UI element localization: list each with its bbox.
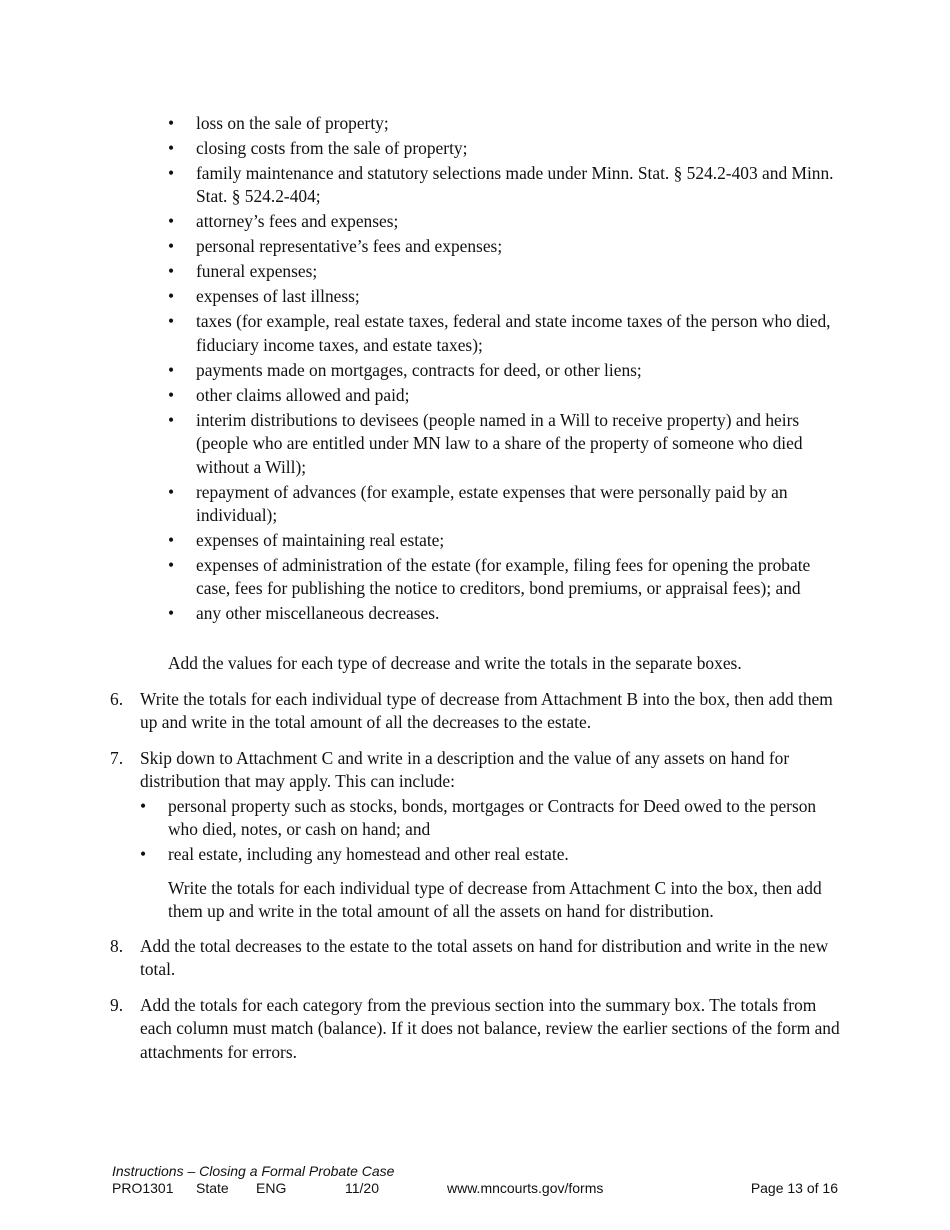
list-item: • taxes (for example, real estate taxes, federal and state income taxes of the person who died, fiduciary income taxes, and estate taxes); <box>168 311 831 355</box>
step-6 <box>110 688 840 735</box>
step-followup: Write the totals for each individual type of decrease from Attachment C into the box, then add them up and write in the total amount of all the assets on hand for distribution. <box>168 877 822 922</box>
bullet-icon: • <box>168 261 175 282</box>
bullet-icon: • <box>168 384 175 405</box>
list-item: • funeral expenses; <box>168 260 848 283</box>
bullet-icon: • <box>168 481 175 502</box>
bullet-icon: • <box>168 555 175 576</box>
list-item: • personal property such as stocks, bonds, mortgages or Contracts for Deed owed to the person who died, notes, or cash on hand; and <box>140 795 817 840</box>
bullet-icon: • <box>168 603 175 624</box>
list-item: • other claims allowed and paid; <box>168 384 848 407</box>
step-number: 8. <box>110 936 124 956</box>
bullet-icon: • <box>168 311 175 332</box>
step-8 <box>110 935 840 982</box>
step-9 <box>110 994 840 1064</box>
step-number: 7. <box>110 748 124 768</box>
language: ENG <box>256 1180 287 1196</box>
list-item: • expenses of administration of the estate (for example, filing fees for opening the probate case, fees for publishing the notice to creditors, bond premiums, or appraisal fees); and <box>168 555 811 599</box>
bullet-icon: • <box>168 211 175 232</box>
list-item: • repayment of advances (for example, estate expenses that were personally paid by an individual); <box>168 481 788 526</box>
asset-bullet-list <box>140 795 840 867</box>
add-values-paragraph: Add the values for each type of decrease and write the totals in the separate boxes. <box>168 653 742 673</box>
footer-title: Instructions – Closing a Formal Probate Case <box>112 1163 395 1179</box>
step-text: Skip down to Attachment C and write in a description and the value of any assets on hand for distribution that may apply. This can include: <box>140 748 790 792</box>
bullet-icon: • <box>168 409 175 430</box>
bullet-icon: • <box>168 530 175 551</box>
list-item: • interim distributions to devisees (people named in a Will to receive property) and heirs (people who are entitled under MN law to a share of the property of someone who died without a Will); <box>168 409 803 477</box>
list-item: • any other miscellaneous decreases. <box>168 602 848 625</box>
forms-url[interactable]: www.mncourts.gov/forms <box>447 1180 604 1196</box>
step-text: Add the total decreases to the estate to the total assets on hand for distribution and write in the new total. <box>140 936 829 980</box>
form-code: PRO1301 <box>112 1180 174 1196</box>
step-text: Write the totals for each individual type of decrease from Attachment B into the box, then add them up and write in the total amount of all the decreases to the estate. <box>140 689 833 733</box>
bullet-icon: • <box>168 113 175 133</box>
revision-date: 11/20 <box>345 1180 379 1196</box>
jurisdiction: State <box>196 1180 229 1196</box>
list-item: • payments made on mortgages, contracts for deed, or other liens; <box>168 359 848 382</box>
list-item: • expenses of last illness; <box>168 285 848 308</box>
bullet-icon: • <box>168 359 175 380</box>
page-footer <box>112 1163 842 1198</box>
page-number: Page 13 of 16 <box>750 1180 838 1196</box>
list-item: • attorney’s fees and expenses; <box>168 210 848 233</box>
step-number: 6. <box>110 689 124 709</box>
step-text: Add the totals for each category from the previous section into the summary box. The totals from each column must match (balance). If it does not balance, review the earlier sections of the form and attachments for errors. <box>140 995 840 1062</box>
list-item: • expenses of maintaining real estate; <box>168 529 848 552</box>
bullet-icon: • <box>168 163 175 183</box>
bullet-icon: • <box>140 844 147 865</box>
step-number: 9. <box>110 995 124 1015</box>
bullet-icon: • <box>168 286 175 307</box>
list-item: • personal representative’s fees and expenses; <box>168 235 848 258</box>
bullet-icon: • <box>168 138 175 158</box>
bullet-icon: • <box>168 236 175 257</box>
bullet-icon: • <box>140 795 147 816</box>
list-item: • family maintenance and statutory selections made under Minn. Stat. § 524.2-403 and Minn. Stat. § 524.2-404; <box>168 163 834 207</box>
list-item: • closing costs from the sale of property; <box>168 137 848 160</box>
list-item: • loss on the sale of property; <box>168 112 848 135</box>
step-7 <box>110 747 840 923</box>
list-item: • real estate, including any homestead and other real estate. <box>140 843 840 866</box>
decrease-bullet-list <box>168 112 848 627</box>
